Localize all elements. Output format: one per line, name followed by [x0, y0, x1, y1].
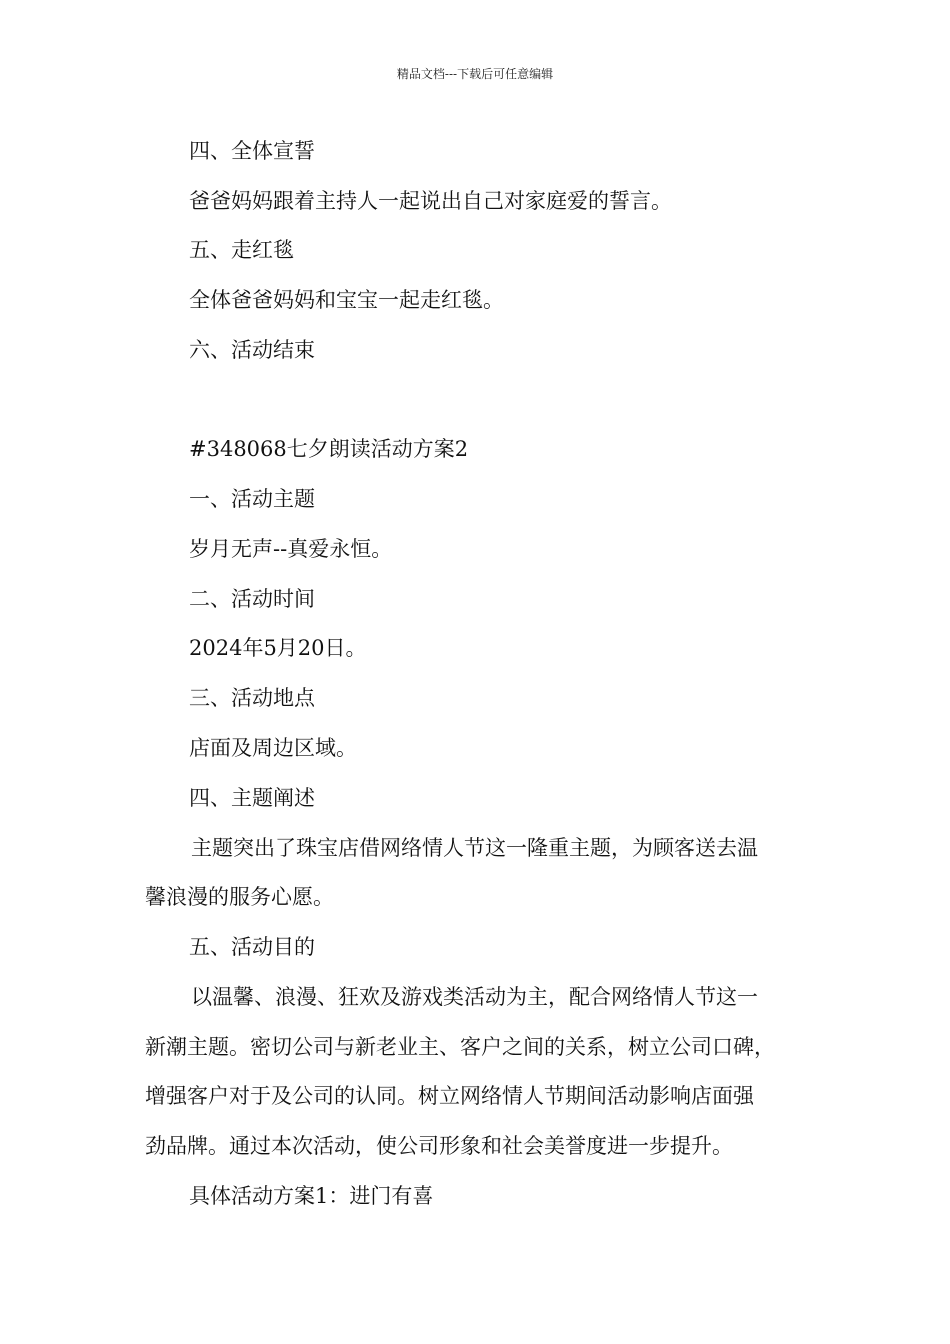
- section-heading-plan1: 具体活动方案1：进门有喜: [189, 1184, 434, 1208]
- paragraph-time: 2024年5月20日。: [189, 636, 367, 660]
- paragraph-red-carpet: 全体爸爸妈妈和宝宝一起走红毯。: [189, 288, 504, 312]
- paragraph-purpose-line4: 劲品牌。通过本次活动，使公司形象和社会美誉度进一步提升。: [145, 1134, 733, 1158]
- page-header: 精品文档---下载后可任意编辑: [396, 67, 554, 81]
- paragraph-purpose-line1: 以温馨、浪漫、狂欢及游戏类活动为主，配合网络情人节这一: [191, 985, 758, 1009]
- section-heading-purpose: 五、活动目的: [189, 935, 315, 959]
- section-heading-end: 六、活动结束: [189, 338, 315, 362]
- section-heading-time: 二、活动时间: [189, 587, 315, 611]
- document-title: #348068七夕朗读活动方案2: [189, 437, 469, 461]
- paragraph-location: 店面及周边区域。: [189, 736, 357, 760]
- section-heading-description: 四、主题阐述: [189, 786, 315, 810]
- paragraph-description-line2: 馨浪漫的服务心愿。: [145, 885, 334, 909]
- section-heading-oath: 四、全体宣誓: [189, 139, 315, 163]
- paragraph-description-line1: 主题突出了珠宝店借网络情人节这一隆重主题，为顾客送去温: [191, 836, 758, 860]
- section-heading-red-carpet: 五、走红毯: [189, 238, 294, 262]
- paragraph-purpose-line3: 增强客户对于及公司的认同。树立网络情人节期间活动影响店面强: [145, 1084, 754, 1108]
- paragraph-theme: 岁月无声--真爱永恒。: [189, 537, 393, 561]
- section-heading-theme: 一、活动主题: [189, 487, 315, 511]
- paragraph-purpose-line2: 新潮主题。密切公司与新老业主、客户之间的关系，树立公司口碑，: [145, 1035, 775, 1059]
- paragraph-oath: 爸爸妈妈跟着主持人一起说出自己对家庭爱的誓言。: [189, 189, 672, 213]
- section-heading-location: 三、活动地点: [189, 686, 315, 710]
